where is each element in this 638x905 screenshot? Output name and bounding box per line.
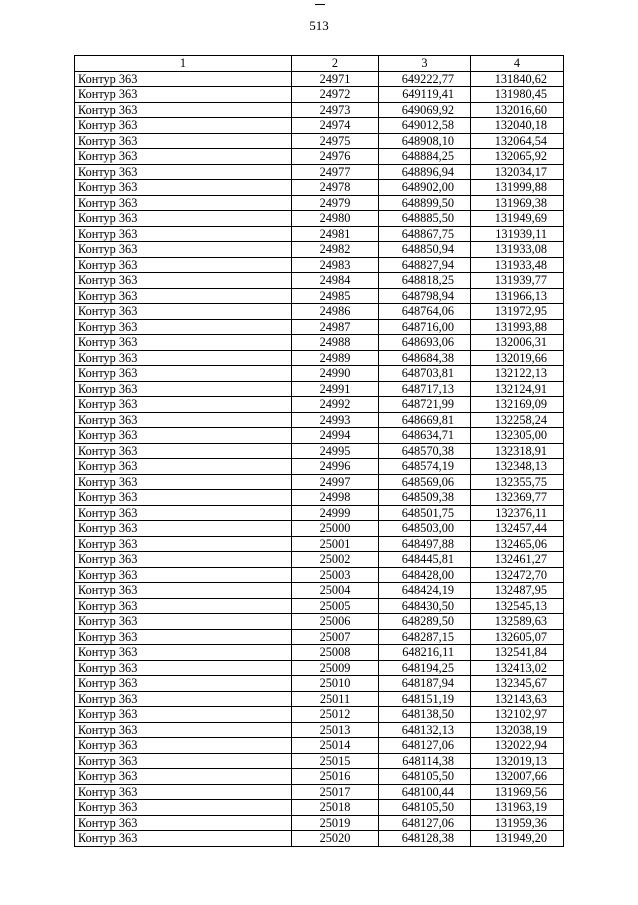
table-row [75,381,564,397]
cell-contour-name: Контур 363 [75,366,292,382]
table-row [75,521,564,537]
table-row [75,598,564,614]
cell-contour-name: Контур 363 [75,505,292,521]
table-row [75,753,564,769]
cell-contour-name: Контур 363 [75,784,292,800]
cell-coordinate-x: 648721,99 [379,397,471,413]
cell-coordinate-y: 131939,77 [471,273,564,289]
cell-coordinate-x: 648899,50 [379,195,471,211]
cell-point-number: 24993 [292,412,379,428]
cell-coordinate-x: 648428,00 [379,567,471,583]
table-row [75,645,564,661]
cell-contour-name: Контур 363 [75,102,292,118]
cell-point-number: 24973 [292,102,379,118]
cell-point-number: 25008 [292,645,379,661]
cell-contour-name: Контур 363 [75,598,292,614]
cell-coordinate-x: 648798,94 [379,288,471,304]
cell-point-number: 24997 [292,474,379,490]
cell-point-number: 25000 [292,521,379,537]
cell-point-number: 25006 [292,614,379,630]
table-body [75,71,564,846]
cell-coordinate-y: 132376,11 [471,505,564,521]
cell-contour-name: Контур 363 [75,521,292,537]
cell-coordinate-x: 648127,06 [379,815,471,831]
cell-point-number: 24975 [292,133,379,149]
cell-point-number: 24982 [292,242,379,258]
cell-contour-name: Контур 363 [75,149,292,165]
table-row [75,784,564,800]
cell-coordinate-x: 648105,50 [379,800,471,816]
table-row [75,567,564,583]
cell-coordinate-x: 648850,94 [379,242,471,258]
cell-point-number: 25002 [292,552,379,568]
cell-coordinate-y: 131980,45 [471,87,564,103]
cell-coordinate-y: 132019,66 [471,350,564,366]
cell-contour-name: Контур 363 [75,738,292,754]
table-row [75,722,564,738]
cell-point-number: 24985 [292,288,379,304]
table-row [75,412,564,428]
table-row [75,428,564,444]
cell-point-number: 24992 [292,397,379,413]
cell-contour-name: Контур 363 [75,195,292,211]
cell-coordinate-x: 649222,77 [379,71,471,87]
cell-coordinate-x: 648867,75 [379,226,471,242]
cell-coordinate-y: 131969,38 [471,195,564,211]
cell-contour-name: Контур 363 [75,428,292,444]
cell-coordinate-y: 132355,75 [471,474,564,490]
cell-coordinate-x: 649069,92 [379,102,471,118]
cell-coordinate-y: 131999,88 [471,180,564,196]
cell-coordinate-x: 648503,00 [379,521,471,537]
cell-point-number: 24977 [292,164,379,180]
cell-coordinate-x: 648289,50 [379,614,471,630]
cell-contour-name: Контур 363 [75,583,292,599]
cell-coordinate-y: 132605,07 [471,629,564,645]
cell-coordinate-y: 132102,97 [471,707,564,723]
table-row [75,211,564,227]
cell-point-number: 24991 [292,381,379,397]
table-row [75,629,564,645]
cell-contour-name: Контур 363 [75,397,292,413]
cell-coordinate-y: 132413,02 [471,660,564,676]
cell-point-number: 24994 [292,428,379,444]
table-row [75,707,564,723]
table-row [75,815,564,831]
cell-coordinate-y: 132305,00 [471,428,564,444]
table-row [75,87,564,103]
cell-point-number: 24983 [292,257,379,273]
cell-coordinate-y: 132040,18 [471,118,564,134]
cell-coordinate-y: 132038,19 [471,722,564,738]
cell-contour-name: Контур 363 [75,257,292,273]
cell-coordinate-y: 131939,11 [471,226,564,242]
cell-coordinate-y: 131949,20 [471,831,564,847]
cell-point-number: 25013 [292,722,379,738]
cell-contour-name: Контур 363 [75,660,292,676]
cell-contour-name: Контур 363 [75,536,292,552]
table-row [75,443,564,459]
cell-contour-name: Контур 363 [75,412,292,428]
cell-coordinate-y: 132465,06 [471,536,564,552]
cell-point-number: 24989 [292,350,379,366]
cell-contour-name: Контур 363 [75,552,292,568]
cell-coordinate-x: 648445,81 [379,552,471,568]
cell-contour-name: Контур 363 [75,71,292,87]
cell-contour-name: Контур 363 [75,645,292,661]
cell-contour-name: Контур 363 [75,676,292,692]
table-row [75,226,564,242]
cell-point-number: 25018 [292,800,379,816]
cell-coordinate-x: 648497,88 [379,536,471,552]
cell-coordinate-y: 132348,13 [471,459,564,475]
cell-point-number: 25019 [292,815,379,831]
table-row [75,242,564,258]
cell-coordinate-y: 132124,91 [471,381,564,397]
cell-coordinate-y: 131969,56 [471,784,564,800]
cell-coordinate-y: 131993,88 [471,319,564,335]
cell-coordinate-x: 648216,11 [379,645,471,661]
cell-point-number: 25007 [292,629,379,645]
cell-point-number: 25016 [292,769,379,785]
table-row [75,583,564,599]
table-row [75,273,564,289]
cell-coordinate-y: 131840,62 [471,71,564,87]
cell-point-number: 24995 [292,443,379,459]
table-row [75,474,564,490]
cell-point-number: 25001 [292,536,379,552]
cell-coordinate-y: 132487,95 [471,583,564,599]
table-row [75,831,564,847]
cell-point-number: 25012 [292,707,379,723]
table-row [75,133,564,149]
cell-coordinate-y: 132541,84 [471,645,564,661]
cell-contour-name: Контур 363 [75,87,292,103]
cell-contour-name: Контур 363 [75,459,292,475]
cell-contour-name: Контур 363 [75,443,292,459]
cell-coordinate-y: 132461,27 [471,552,564,568]
cell-point-number: 24978 [292,180,379,196]
cell-coordinate-y: 132143,63 [471,691,564,707]
cell-coordinate-x: 648138,50 [379,707,471,723]
table-row [75,536,564,552]
cell-point-number: 24986 [292,304,379,320]
cell-coordinate-x: 648908,10 [379,133,471,149]
cell-coordinate-x: 649119,41 [379,87,471,103]
cell-contour-name: Контур 363 [75,567,292,583]
cell-coordinate-x: 648717,13 [379,381,471,397]
column-header-4: 4 [471,56,564,72]
table-row [75,490,564,506]
cell-coordinate-y: 132545,13 [471,598,564,614]
cell-contour-name: Контур 363 [75,490,292,506]
table-row [75,800,564,816]
table-row [75,164,564,180]
cell-coordinate-x: 648430,50 [379,598,471,614]
table-row [75,769,564,785]
table-row [75,71,564,87]
table-header-row [75,56,564,72]
cell-contour-name: Контур 363 [75,273,292,289]
cell-coordinate-x: 648570,38 [379,443,471,459]
cell-contour-name: Контур 363 [75,629,292,645]
cell-coordinate-x: 648827,94 [379,257,471,273]
table-row [75,738,564,754]
cell-contour-name: Контур 363 [75,831,292,847]
cell-coordinate-x: 648128,38 [379,831,471,847]
cell-coordinate-x: 648569,06 [379,474,471,490]
table-row [75,459,564,475]
table-row [75,180,564,196]
cell-contour-name: Контур 363 [75,164,292,180]
cell-contour-name: Контур 363 [75,707,292,723]
cell-coordinate-y: 132065,92 [471,149,564,165]
cell-coordinate-x: 648424,19 [379,583,471,599]
cell-contour-name: Контур 363 [75,242,292,258]
cell-point-number: 25015 [292,753,379,769]
cell-contour-name: Контур 363 [75,226,292,242]
cell-point-number: 24998 [292,490,379,506]
cell-contour-name: Контур 363 [75,722,292,738]
cell-coordinate-x: 648764,06 [379,304,471,320]
table-row [75,691,564,707]
table-row [75,118,564,134]
cell-point-number: 24976 [292,149,379,165]
cell-contour-name: Контур 363 [75,180,292,196]
cell-coordinate-x: 648105,50 [379,769,471,785]
cell-coordinate-x: 648114,38 [379,753,471,769]
cell-coordinate-y: 132122,13 [471,366,564,382]
cell-coordinate-x: 648669,81 [379,412,471,428]
cell-coordinate-x: 648287,15 [379,629,471,645]
cell-contour-name: Контур 363 [75,304,292,320]
table-row [75,195,564,211]
cell-coordinate-x: 648574,19 [379,459,471,475]
table-row [75,149,564,165]
cell-point-number: 24988 [292,335,379,351]
cell-point-number: 24971 [292,71,379,87]
table-row [75,676,564,692]
cell-contour-name: Контур 363 [75,691,292,707]
cell-coordinate-y: 132034,17 [471,164,564,180]
cell-point-number: 25003 [292,567,379,583]
table-row [75,257,564,273]
cell-coordinate-y: 131963,19 [471,800,564,816]
cell-contour-name: Контур 363 [75,335,292,351]
cell-contour-name: Контур 363 [75,614,292,630]
cell-point-number: 24999 [292,505,379,521]
cell-coordinate-y: 132022,94 [471,738,564,754]
column-header-2: 2 [292,56,379,72]
table-row [75,335,564,351]
cell-point-number: 24996 [292,459,379,475]
cell-coordinate-y: 132369,77 [471,490,564,506]
table-row [75,366,564,382]
cell-coordinate-x: 648693,06 [379,335,471,351]
cell-coordinate-y: 131972,95 [471,304,564,320]
cell-contour-name: Контур 363 [75,133,292,149]
cell-point-number: 25009 [292,660,379,676]
cell-coordinate-y: 132258,24 [471,412,564,428]
table-row [75,660,564,676]
page-number: 513 [309,18,329,33]
cell-coordinate-y: 132318,91 [471,443,564,459]
cell-point-number: 25014 [292,738,379,754]
cell-point-number: 25017 [292,784,379,800]
cell-contour-name: Контур 363 [75,800,292,816]
cell-coordinate-y: 132472,70 [471,567,564,583]
cell-contour-name: Контур 363 [75,753,292,769]
column-header-3: 3 [379,56,471,72]
cell-coordinate-x: 649012,58 [379,118,471,134]
cell-coordinate-x: 648884,25 [379,149,471,165]
cell-contour-name: Контур 363 [75,381,292,397]
cell-contour-name: Контур 363 [75,288,292,304]
cell-point-number: 25005 [292,598,379,614]
table-row [75,304,564,320]
cell-coordinate-x: 648885,50 [379,211,471,227]
cell-point-number: 24979 [292,195,379,211]
cell-coordinate-x: 648716,00 [379,319,471,335]
cell-point-number: 24990 [292,366,379,382]
cell-coordinate-y: 131933,08 [471,242,564,258]
cell-point-number: 24987 [292,319,379,335]
cell-coordinate-y: 132589,63 [471,614,564,630]
cell-coordinate-y: 132345,67 [471,676,564,692]
cell-contour-name: Контур 363 [75,211,292,227]
table-row [75,319,564,335]
cell-point-number: 24984 [292,273,379,289]
cell-coordinate-y: 131966,13 [471,288,564,304]
cell-coordinate-x: 648194,25 [379,660,471,676]
cell-point-number: 25020 [292,831,379,847]
cell-point-number: 24981 [292,226,379,242]
cell-coordinate-y: 131933,48 [471,257,564,273]
cell-coordinate-y: 132457,44 [471,521,564,537]
cell-coordinate-x: 648509,38 [379,490,471,506]
cell-coordinate-x: 648684,38 [379,350,471,366]
cell-coordinate-x: 648151,19 [379,691,471,707]
cell-coordinate-x: 648896,94 [379,164,471,180]
table-row [75,288,564,304]
column-header-1: 1 [75,56,292,72]
cell-coordinate-x: 648187,94 [379,676,471,692]
cell-coordinate-x: 648132,13 [379,722,471,738]
cell-coordinate-y: 132016,60 [471,102,564,118]
cell-coordinate-y: 132019,13 [471,753,564,769]
cell-coordinate-x: 648127,06 [379,738,471,754]
cell-point-number: 24974 [292,118,379,134]
cell-coordinate-y: 131959,36 [471,815,564,831]
cell-contour-name: Контур 363 [75,815,292,831]
cell-coordinate-y: 132006,31 [471,335,564,351]
cell-contour-name: Контур 363 [75,769,292,785]
table-row [75,397,564,413]
table-row [75,505,564,521]
cell-coordinate-x: 648634,71 [379,428,471,444]
cell-coordinate-x: 648100,44 [379,784,471,800]
table-row [75,350,564,366]
cell-contour-name: Контур 363 [75,474,292,490]
table-row [75,614,564,630]
coordinates-table [74,55,564,847]
table-row [75,552,564,568]
cell-coordinate-x: 648703,81 [379,366,471,382]
cell-contour-name: Контур 363 [75,350,292,366]
cell-coordinate-x: 648902,00 [379,180,471,196]
cell-coordinate-x: 648818,25 [379,273,471,289]
top-dash-mark [315,4,325,5]
cell-point-number: 25011 [292,691,379,707]
table-row [75,102,564,118]
cell-coordinate-x: 648501,75 [379,505,471,521]
cell-coordinate-y: 131949,69 [471,211,564,227]
cell-coordinate-y: 132169,09 [471,397,564,413]
cell-coordinate-y: 132007,66 [471,769,564,785]
cell-contour-name: Контур 363 [75,118,292,134]
cell-point-number: 25010 [292,676,379,692]
cell-point-number: 25004 [292,583,379,599]
cell-point-number: 24972 [292,87,379,103]
cell-coordinate-y: 132064,54 [471,133,564,149]
cell-point-number: 24980 [292,211,379,227]
cell-contour-name: Контур 363 [75,319,292,335]
